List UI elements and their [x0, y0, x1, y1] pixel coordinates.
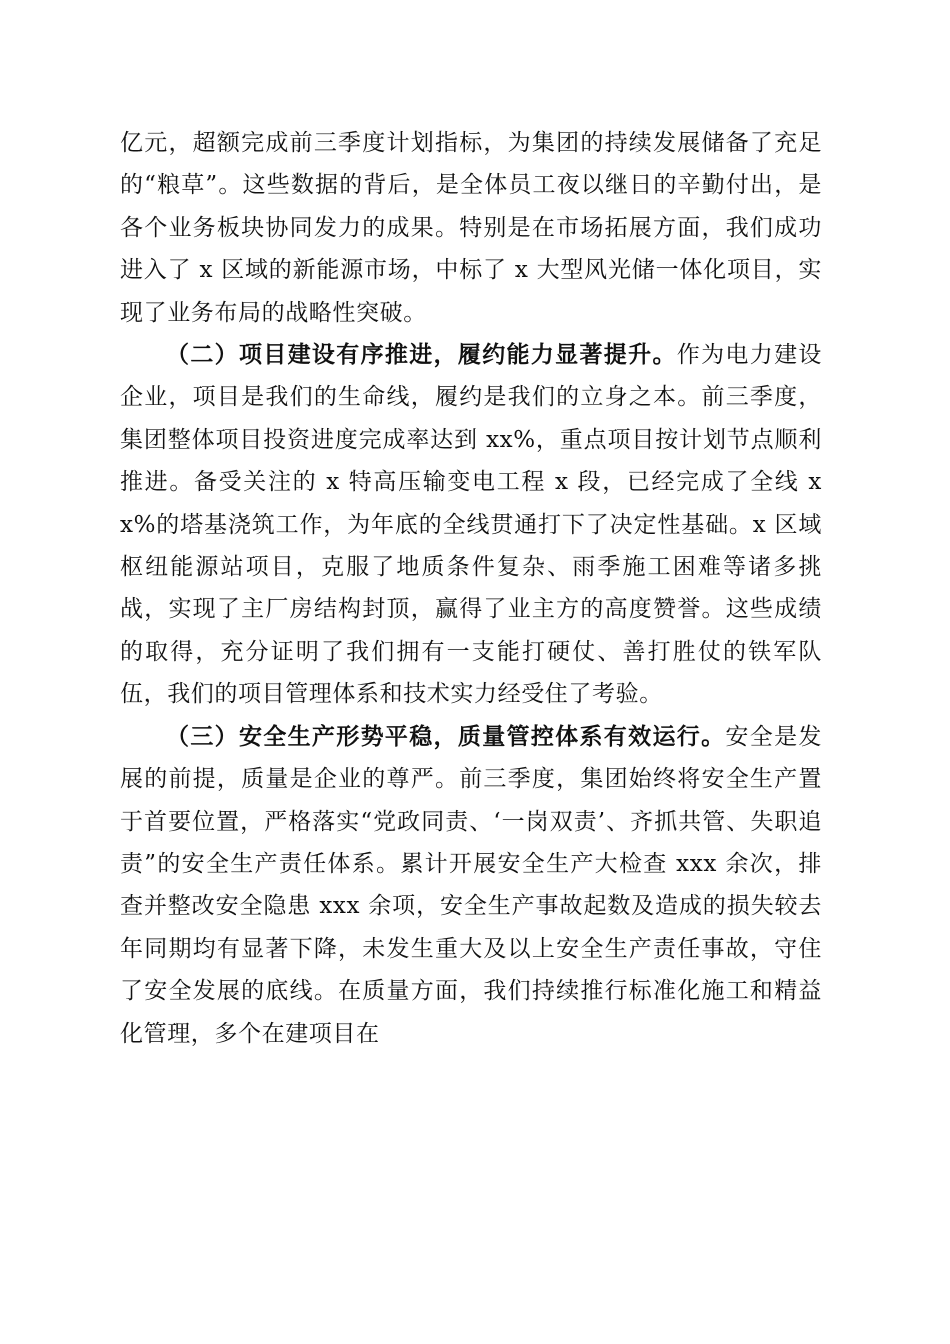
paragraph-2-body: 作为电力建设企业，项目是我们的生命线，履约是我们的立身之本。前三季度，集团整体项目投资进度完成率达到 xx%，重点项目按计划节点顺利推进。备受关注的 x 特高压输变电工程 x 段，已经完成了全线 xx%的塔基浇筑工作，为年底的全线贯通打下了决定性基础。x 区域枢纽能源站项目，克服了地质条件复杂、雨季施工困难等诸多挑战，实现了主厂房结构封顶，赢得了业主方的高度赞誉。这些成绩的取得，充分证明了我们拥有一支能打硬仗、善打胜仗的铁军队伍，我们的项目管理体系和技术实力经受住了考验。 [120, 342, 822, 708]
paragraph-2 [120, 334, 822, 716]
document-page [120, 122, 822, 1055]
paragraph-1-body: 亿元，超额完成前三季度计划指标，为集团的持续发展储备了充足的“粮草”。这些数据的背后，是全体员工夜以继日的辛勤付出，是各个业务板块协同发力的成果。特别是在市场拓展方面，我们成功进入了 x 区域的新能源市场，中标了 x 大型风光储一体化项目，实现了业务布局的战略性突破。 [120, 130, 822, 326]
paragraph-3-body: 安全是发展的前提，质量是企业的尊严。前三季度，集团始终将安全生产置于首要位置，严格落实“党政同责、‘一岗双责’、齐抓共管、失职追责”的安全生产责任体系。累计开展安全生产大检查 xxx 余次，排查并整改安全隐患 xxx 余项，安全生产事故起数及造成的损失较去年同期均有显著下降，未发生重大及以上安全生产责任事故，守住了安全发展的底线。在质量方面，我们持续推行标准化施工和精益化管理，多个在建项目在 [120, 723, 822, 1047]
paragraph-3-heading: （三）安全生产形势平稳，质量管控体系有效运行。 [166, 722, 726, 750]
paragraph-3 [120, 716, 822, 1055]
paragraph-1 [120, 122, 822, 334]
paragraph-2-heading: （二）项目建设有序推进，履约能力显著提升。 [166, 341, 677, 369]
